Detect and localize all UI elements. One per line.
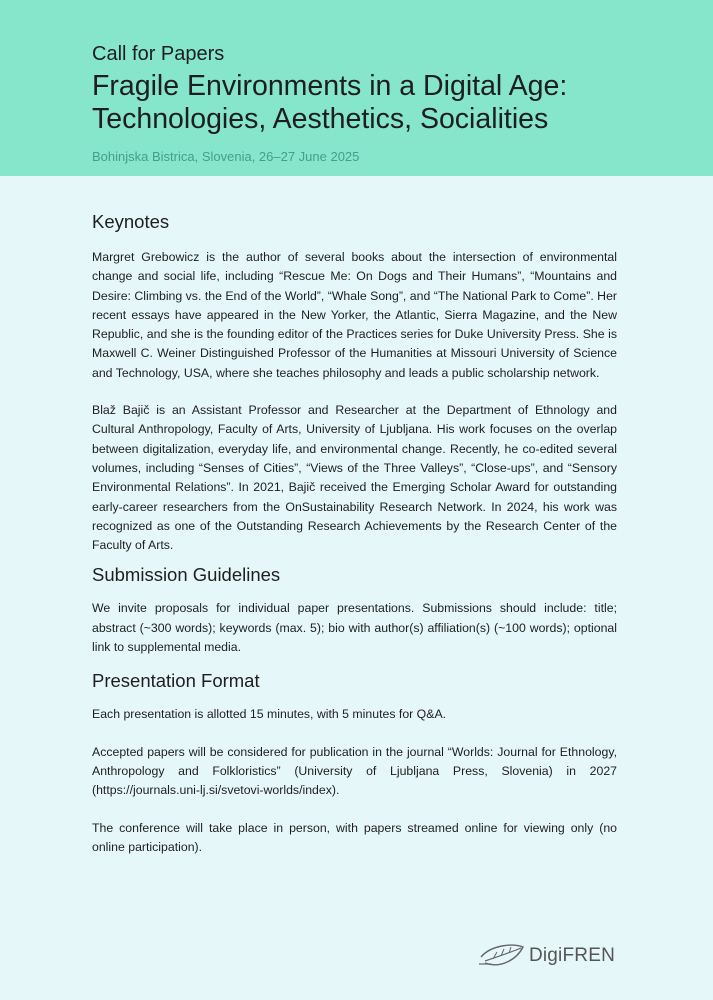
format-publication-text: Accepted papers will be considered for publication in the journal “Worlds: Journal for Ethnology, Anthropology and Folkloristics” (University of Ljubljana Press, Slovenia) in 2027 (https://journals.uni-lj.si/svetovi-worlds/index). bbox=[92, 744, 617, 798]
keynote-bajic-bio: Blaž Bajič is an Assistant Professor and Researcher at the Department of Ethnology and Cultural Anthropology, Faculty of Arts, University of Ljubljana. His work focuses on the overlap between digitalization, everyday life, and environmental change. Recently, he co-edited several volumes, including “Senses of Cities”, “Views of the Three Valleys”, “Close-ups”, and “Sensory Environmental Relations”. In 2021, Bajič received the Emerging Scholar Award for outstanding early-career researchers from the OnSustainability Research Network. In 2024, his work was recognized as one of the Outstanding Research Achievements by the Research Center of the Faculty of Arts. bbox=[92, 403, 617, 553]
submission-heading: Submission Guidelines bbox=[92, 564, 281, 586]
call-for-papers-label: Call for Papers bbox=[92, 43, 225, 65]
submission-text: We invite proposals for individual paper presentations. Submissions should include: title; abstract (~300 words); keywords (max. 5); bio with author(s) affiliation(s) (~100 words); optional link to supplemental media. bbox=[92, 601, 617, 655]
keynote-grebowicz-bio: Margret Grebowicz is the author of several books about the intersection of environmental change and social life, including “Rescue Me: On Dogs and Their Humans”, “Mountains and Desire: Climbing vs. the End of the World”, “Whale Song”, and “The National Park to Come”. Her recent essays have appeared in the New Yorker, the Atlantic, Sierra Magazine, and the New Republic, and she is the founding editor of the Practices series for Duke University Press. She is Maxwell C. Weiner Distinguished Professor of the Humanities at Missouri University of Science and Technology, USA, where she teaches philosophy and leads a public scholarship network. bbox=[92, 250, 617, 380]
keynotes-heading: Keynotes bbox=[92, 211, 170, 232]
footer-logo bbox=[479, 943, 615, 969]
title-line-1: Fragile Environments in a Digital Age: bbox=[92, 70, 568, 102]
brand-name: DigiFREN bbox=[528, 945, 615, 966]
location-date: Bohinjska Bistrica, Slovenia, 26–27 June 2025 bbox=[92, 149, 360, 164]
title-line-2: Technologies, Aesthetics, Socialities bbox=[92, 103, 549, 135]
format-heading: Presentation Format bbox=[92, 670, 260, 692]
format-duration-text: Each presentation is allotted 15 minutes, with 5 minutes for Q&A. bbox=[92, 707, 447, 722]
page-title bbox=[92, 70, 567, 136]
leaf-logo-icon bbox=[479, 943, 525, 969]
main-content bbox=[92, 208, 617, 857]
header-banner bbox=[0, 0, 713, 176]
format-attendance-text: The conference will take place in person, with papers streamed online for viewing only (no online participation). bbox=[92, 820, 617, 854]
